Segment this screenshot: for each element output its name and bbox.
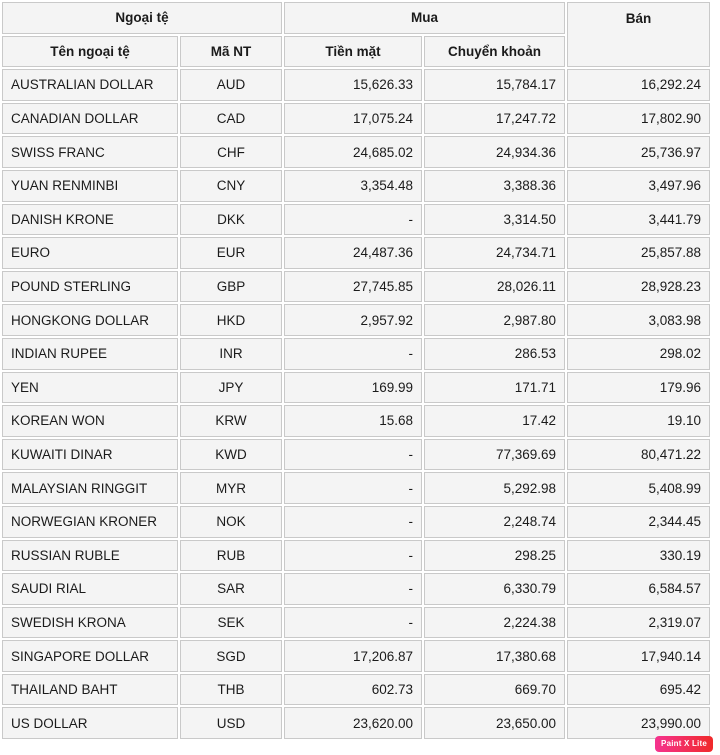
currency-code-cell: USD bbox=[180, 707, 282, 739]
buy-cash-cell: 169.99 bbox=[284, 372, 422, 404]
table-row bbox=[2, 439, 710, 471]
sell-cell: 25,736.97 bbox=[567, 136, 710, 168]
buy-transfer-cell: 17,247.72 bbox=[424, 103, 565, 135]
header-group-row bbox=[2, 2, 710, 34]
currency-name-cell: DANISH KRONE bbox=[2, 204, 178, 236]
header-buy-transfer: Chuyển khoản bbox=[424, 36, 565, 68]
sell-cell: 2,319.07 bbox=[567, 607, 710, 639]
buy-transfer-cell: 28,026.11 bbox=[424, 271, 565, 303]
sell-cell: 19.10 bbox=[567, 405, 710, 437]
currency-code-cell: EUR bbox=[180, 237, 282, 269]
buy-cash-cell: 17,206.87 bbox=[284, 640, 422, 672]
currency-name-cell: US DOLLAR bbox=[2, 707, 178, 739]
sell-cell: 28,928.23 bbox=[567, 271, 710, 303]
currency-code-cell: KWD bbox=[180, 439, 282, 471]
sell-cell: 80,471.22 bbox=[567, 439, 710, 471]
sell-cell: 330.19 bbox=[567, 540, 710, 572]
sell-cell: 23,990.00 bbox=[567, 707, 710, 739]
table-row bbox=[2, 204, 710, 236]
currency-code-cell: JPY bbox=[180, 372, 282, 404]
sell-cell: 6,584.57 bbox=[567, 573, 710, 605]
currency-name-cell: SWEDISH KRONA bbox=[2, 607, 178, 639]
buy-transfer-cell: 171.71 bbox=[424, 372, 565, 404]
buy-cash-cell: 3,354.48 bbox=[284, 170, 422, 202]
sell-cell: 3,441.79 bbox=[567, 204, 710, 236]
buy-transfer-cell: 669.70 bbox=[424, 674, 565, 706]
buy-cash-cell: - bbox=[284, 439, 422, 471]
currency-name-cell: SWISS FRANC bbox=[2, 136, 178, 168]
buy-cash-cell: - bbox=[284, 204, 422, 236]
currency-code-cell: HKD bbox=[180, 304, 282, 336]
table-row bbox=[2, 506, 710, 538]
currency-name-cell: RUSSIAN RUBLE bbox=[2, 540, 178, 572]
currency-code-cell: SGD bbox=[180, 640, 282, 672]
buy-cash-cell: 27,745.85 bbox=[284, 271, 422, 303]
currency-code-cell: AUD bbox=[180, 69, 282, 101]
header-currency-code: Mã NT bbox=[180, 36, 282, 68]
currency-code-cell: SAR bbox=[180, 573, 282, 605]
rate-rows-body bbox=[2, 69, 710, 739]
currency-code-cell: GBP bbox=[180, 271, 282, 303]
currency-name-cell: EURO bbox=[2, 237, 178, 269]
currency-code-cell: SEK bbox=[180, 607, 282, 639]
sell-cell: 2,344.45 bbox=[567, 506, 710, 538]
currency-name-cell: AUSTRALIAN DOLLAR bbox=[2, 69, 178, 101]
currency-code-cell: KRW bbox=[180, 405, 282, 437]
currency-name-cell: INDIAN RUPEE bbox=[2, 338, 178, 370]
currency-name-cell: SINGAPORE DOLLAR bbox=[2, 640, 178, 672]
table-row bbox=[2, 69, 710, 101]
buy-cash-cell: 602.73 bbox=[284, 674, 422, 706]
currency-code-cell: MYR bbox=[180, 472, 282, 504]
buy-transfer-cell: 3,314.50 bbox=[424, 204, 565, 236]
currency-code-cell: INR bbox=[180, 338, 282, 370]
table-row bbox=[2, 573, 710, 605]
buy-transfer-cell: 298.25 bbox=[424, 540, 565, 572]
buy-transfer-cell: 23,650.00 bbox=[424, 707, 565, 739]
table-row bbox=[2, 472, 710, 504]
buy-cash-cell: - bbox=[284, 506, 422, 538]
table-row bbox=[2, 170, 710, 202]
sell-cell: 16,292.24 bbox=[567, 69, 710, 101]
currency-code-cell: CAD bbox=[180, 103, 282, 135]
currency-name-cell: HONGKONG DOLLAR bbox=[2, 304, 178, 336]
currency-code-cell: CHF bbox=[180, 136, 282, 168]
table-row bbox=[2, 405, 710, 437]
table-row bbox=[2, 237, 710, 269]
buy-transfer-cell: 286.53 bbox=[424, 338, 565, 370]
buy-cash-cell: 24,685.02 bbox=[284, 136, 422, 168]
buy-transfer-cell: 15,784.17 bbox=[424, 69, 565, 101]
currency-name-cell: KUWAITI DINAR bbox=[2, 439, 178, 471]
currency-name-cell: THAILAND BAHT bbox=[2, 674, 178, 706]
buy-transfer-cell: 17,380.68 bbox=[424, 640, 565, 672]
sell-cell: 5,408.99 bbox=[567, 472, 710, 504]
table-row bbox=[2, 103, 710, 135]
buy-transfer-cell: 2,248.74 bbox=[424, 506, 565, 538]
buy-transfer-cell: 24,934.36 bbox=[424, 136, 565, 168]
buy-transfer-cell: 5,292.98 bbox=[424, 472, 565, 504]
buy-transfer-cell: 77,369.69 bbox=[424, 439, 565, 471]
currency-name-cell: POUND STERLING bbox=[2, 271, 178, 303]
buy-cash-cell: 24,487.36 bbox=[284, 237, 422, 269]
buy-transfer-cell: 17.42 bbox=[424, 405, 565, 437]
currency-name-cell: MALAYSIAN RINGGIT bbox=[2, 472, 178, 504]
currency-code-cell: DKK bbox=[180, 204, 282, 236]
buy-transfer-cell: 24,734.71 bbox=[424, 237, 565, 269]
buy-cash-cell: - bbox=[284, 540, 422, 572]
table-row bbox=[2, 707, 710, 739]
table-row bbox=[2, 674, 710, 706]
paint-x-lite-watermark bbox=[655, 736, 713, 752]
buy-transfer-cell: 2,987.80 bbox=[424, 304, 565, 336]
header-foreign-currency: Ngoại tệ bbox=[2, 2, 282, 34]
sell-cell: 3,497.96 bbox=[567, 170, 710, 202]
table-row bbox=[2, 304, 710, 336]
sell-cell: 179.96 bbox=[567, 372, 710, 404]
sell-cell: 17,940.14 bbox=[567, 640, 710, 672]
buy-cash-cell: 2,957.92 bbox=[284, 304, 422, 336]
watermark-label: Paint X Lite bbox=[661, 739, 707, 748]
currency-code-cell: THB bbox=[180, 674, 282, 706]
currency-code-cell: NOK bbox=[180, 506, 282, 538]
table-row bbox=[2, 640, 710, 672]
buy-cash-cell: 23,620.00 bbox=[284, 707, 422, 739]
table-row bbox=[2, 271, 710, 303]
header-buy: Mua bbox=[284, 2, 565, 34]
table-row bbox=[2, 372, 710, 404]
sell-cell: 17,802.90 bbox=[567, 103, 710, 135]
buy-cash-cell: - bbox=[284, 607, 422, 639]
buy-transfer-cell: 6,330.79 bbox=[424, 573, 565, 605]
buy-transfer-cell: 2,224.38 bbox=[424, 607, 565, 639]
table-row bbox=[2, 540, 710, 572]
buy-cash-cell: 17,075.24 bbox=[284, 103, 422, 135]
header-sell: Bán bbox=[567, 2, 710, 67]
buy-cash-cell: - bbox=[284, 338, 422, 370]
table-row bbox=[2, 607, 710, 639]
header-currency-name: Tên ngoại tệ bbox=[2, 36, 178, 68]
table-row bbox=[2, 338, 710, 370]
sell-cell: 25,857.88 bbox=[567, 237, 710, 269]
buy-cash-cell: - bbox=[284, 472, 422, 504]
header-buy-cash: Tiền mặt bbox=[284, 36, 422, 68]
sell-cell: 3,083.98 bbox=[567, 304, 710, 336]
currency-code-cell: RUB bbox=[180, 540, 282, 572]
currency-name-cell: SAUDI RIAL bbox=[2, 573, 178, 605]
buy-cash-cell: 15.68 bbox=[284, 405, 422, 437]
sell-cell: 695.42 bbox=[567, 674, 710, 706]
currency-name-cell: CANADIAN DOLLAR bbox=[2, 103, 178, 135]
currency-name-cell: NORWEGIAN KRONER bbox=[2, 506, 178, 538]
buy-transfer-cell: 3,388.36 bbox=[424, 170, 565, 202]
buy-cash-cell: 15,626.33 bbox=[284, 69, 422, 101]
currency-name-cell: YEN bbox=[2, 372, 178, 404]
currency-code-cell: CNY bbox=[180, 170, 282, 202]
table-row bbox=[2, 136, 710, 168]
buy-cash-cell: - bbox=[284, 573, 422, 605]
currency-name-cell: YUAN RENMINBI bbox=[2, 170, 178, 202]
sell-cell: 298.02 bbox=[567, 338, 710, 370]
currency-name-cell: KOREAN WON bbox=[2, 405, 178, 437]
